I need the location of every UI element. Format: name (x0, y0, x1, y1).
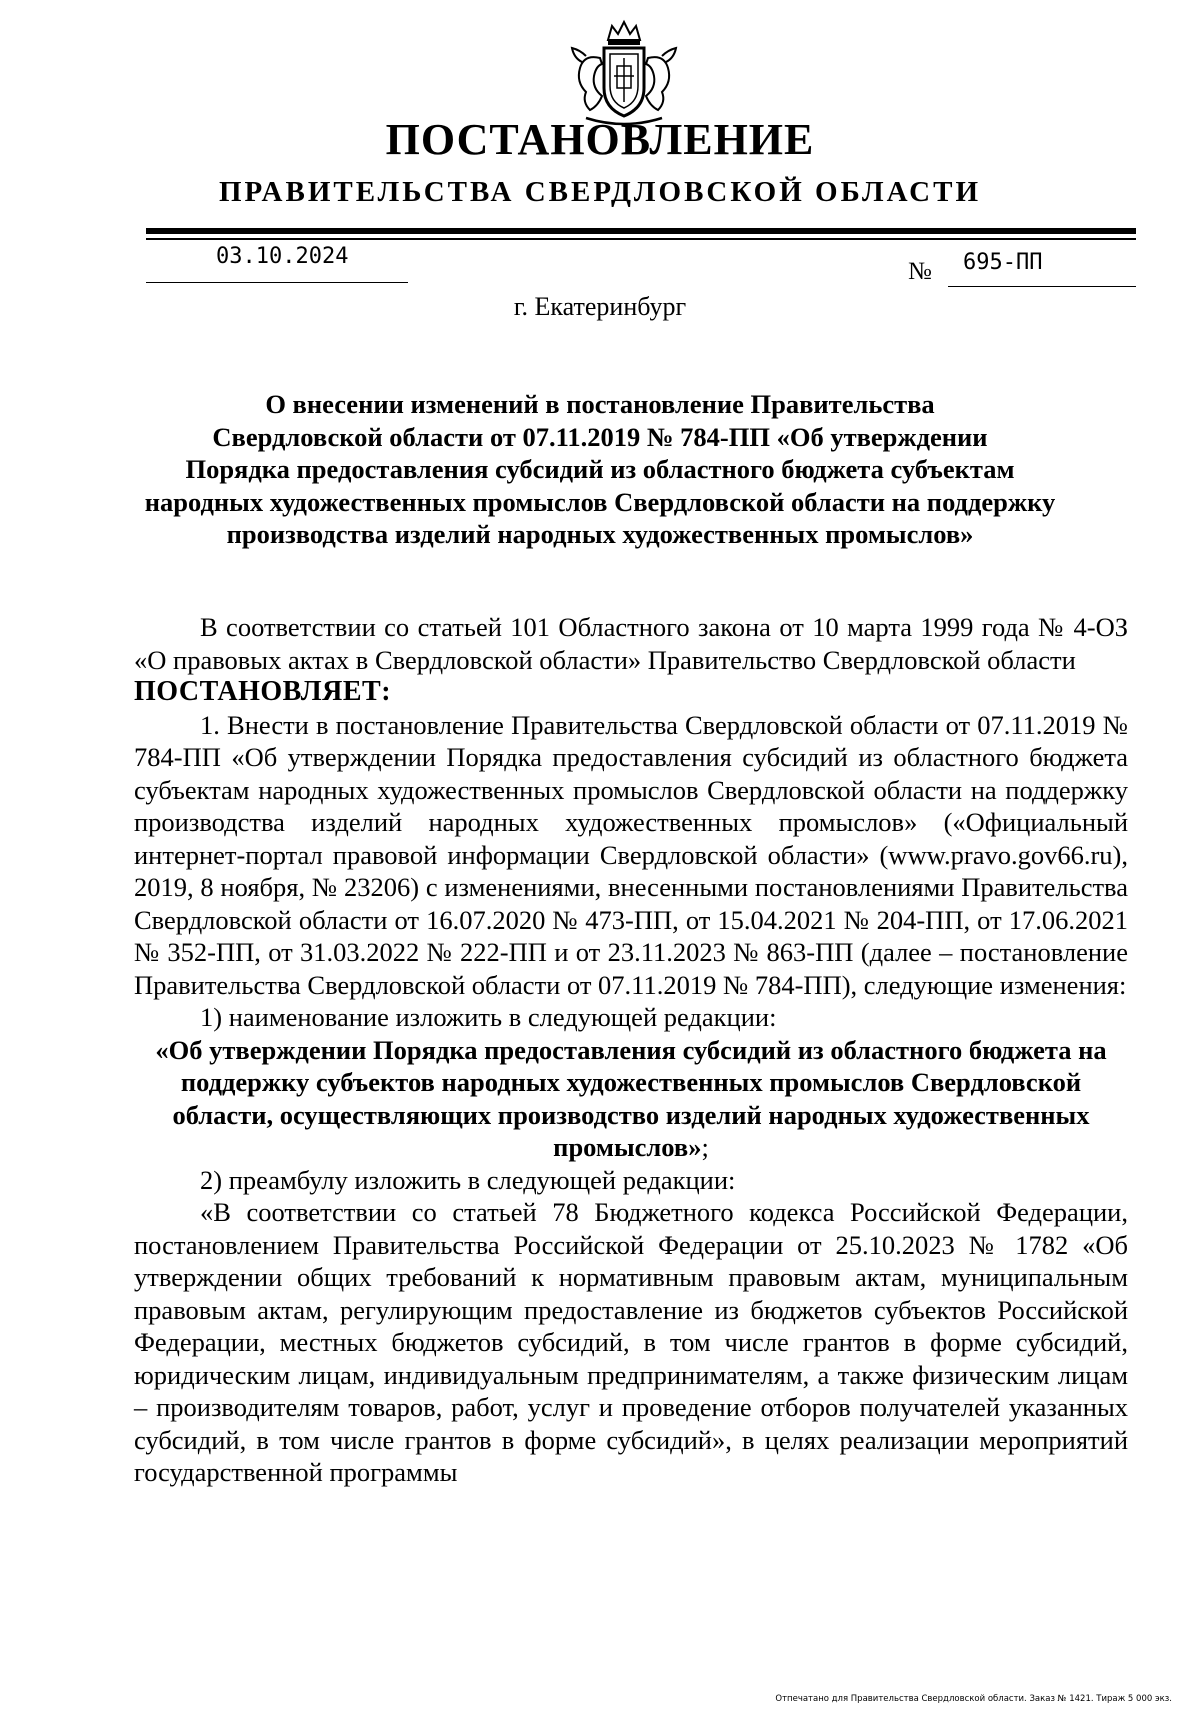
heading-line: производства изделий народных художественных промыслов» (226, 519, 974, 549)
heading-line: народных художественных промыслов Свердловской области на поддержку (144, 486, 1056, 517)
subitem-2-paragraph: 2) преамбулу изложить в следующей редакции: (200, 1164, 736, 1195)
subitem-1-paragraph: 1) наименование изложить в следующей редакции: (200, 1002, 777, 1032)
number-sign: № (908, 258, 932, 285)
resolves-label: ПОСТАНОВЛЯЕТ: (134, 676, 392, 707)
print-note: Отпечатано для Правительства Свердловской области. Заказ № 1421. Тираж 5 000 экз. (775, 1694, 1172, 1704)
document-title: ПОСТАНОВЛЕНИЕ (385, 115, 815, 164)
new-title-quote (134, 1034, 1128, 1164)
document-body (134, 611, 1128, 1489)
number-underline (948, 286, 1136, 287)
header-rule-thin (146, 238, 1136, 240)
item-1-paragraph: 1. Внести в постановление Правительства Свердловской области от 07.11.2019 № 784-ПП «Об утверждении Порядка предоставления субсидий из областного бюджета субъектам народных художественных промыслов Свердловской области на поддержку производства изделий народных художественных промыслов» («Официальный интернет-портал правовой информации Свердловской области» (www.pravo.gov66.ru), 2019, 8 ноября, № 23206) с изменениями, внесенными постановлениями Правительства Свердловской области от 16.07.2020 № 473-ПП, от 15.04.2021 № 204-ПП, от 17.06.2021 № 352-ПП, от 31.03.2022 № 222-ПП и от 23.11.2023 № 863-ПП (далее – постановление Правительства Свердловской области от 07.11.2019 № 784-ПП), следующие изменения: (134, 709, 1128, 1000)
document-issuer: ПРАВИТЕЛЬСТВА СВЕРДЛОВСКОЙ ОБЛАСТИ (218, 176, 982, 208)
document-date: 03.10.2024 (216, 244, 349, 269)
heading-line: Порядка предоставления субсидий из областного бюджета субъектам (185, 454, 1015, 484)
new-title-text: «Об утверждении Порядка предоставления субсидий из областного бюджета на поддержку субъектов народных художественных промыслов Свердловской области, осуществляющих производство изделий народных художественных промыслов» (155, 1034, 1107, 1162)
heading-line: О внесении изменений в постановление Правительства (265, 389, 935, 419)
date-underline (146, 282, 408, 283)
document-city: г. Екатеринбург (513, 292, 687, 321)
new-title-end: ; (701, 1132, 709, 1162)
document-number: 695-ПП (963, 250, 1043, 275)
preamble-paragraph: В соответствии со статьей 101 Областного закона от 10 марта 1999 года № 4-ОЗ «О правовых актах в Свердловской области» Правительство Свердловской области (134, 612, 1128, 675)
heading-line: Свердловской области от 07.11.2019 № 784-ПП «Об утверждении (212, 421, 988, 452)
header-rule-thick (146, 228, 1136, 234)
document-heading (120, 388, 1080, 551)
preamble-quote-paragraph: «В соответствии со статьей 78 Бюджетного кодекса Российской Федерации, постановлением Правительства Российской Федерации от 25.10.2023 № 1782 «Об утверждении общих требований к нормативным правовым актам, муниципальным правовым актам, регулирующим предоставление из бюджетов субъектов Российской Федерации, местных бюджетов субсидий, в том числе грантов в форме субсидий, юридическим лицам, индивидуальным предпринимателям, а также физическим лицам – производителям товаров, работ, услуг и проведение отборов получателей указанных субсидий, в том числе грантов в форме субсидий», в целях реализации мероприятий государственной программы (134, 1197, 1128, 1487)
